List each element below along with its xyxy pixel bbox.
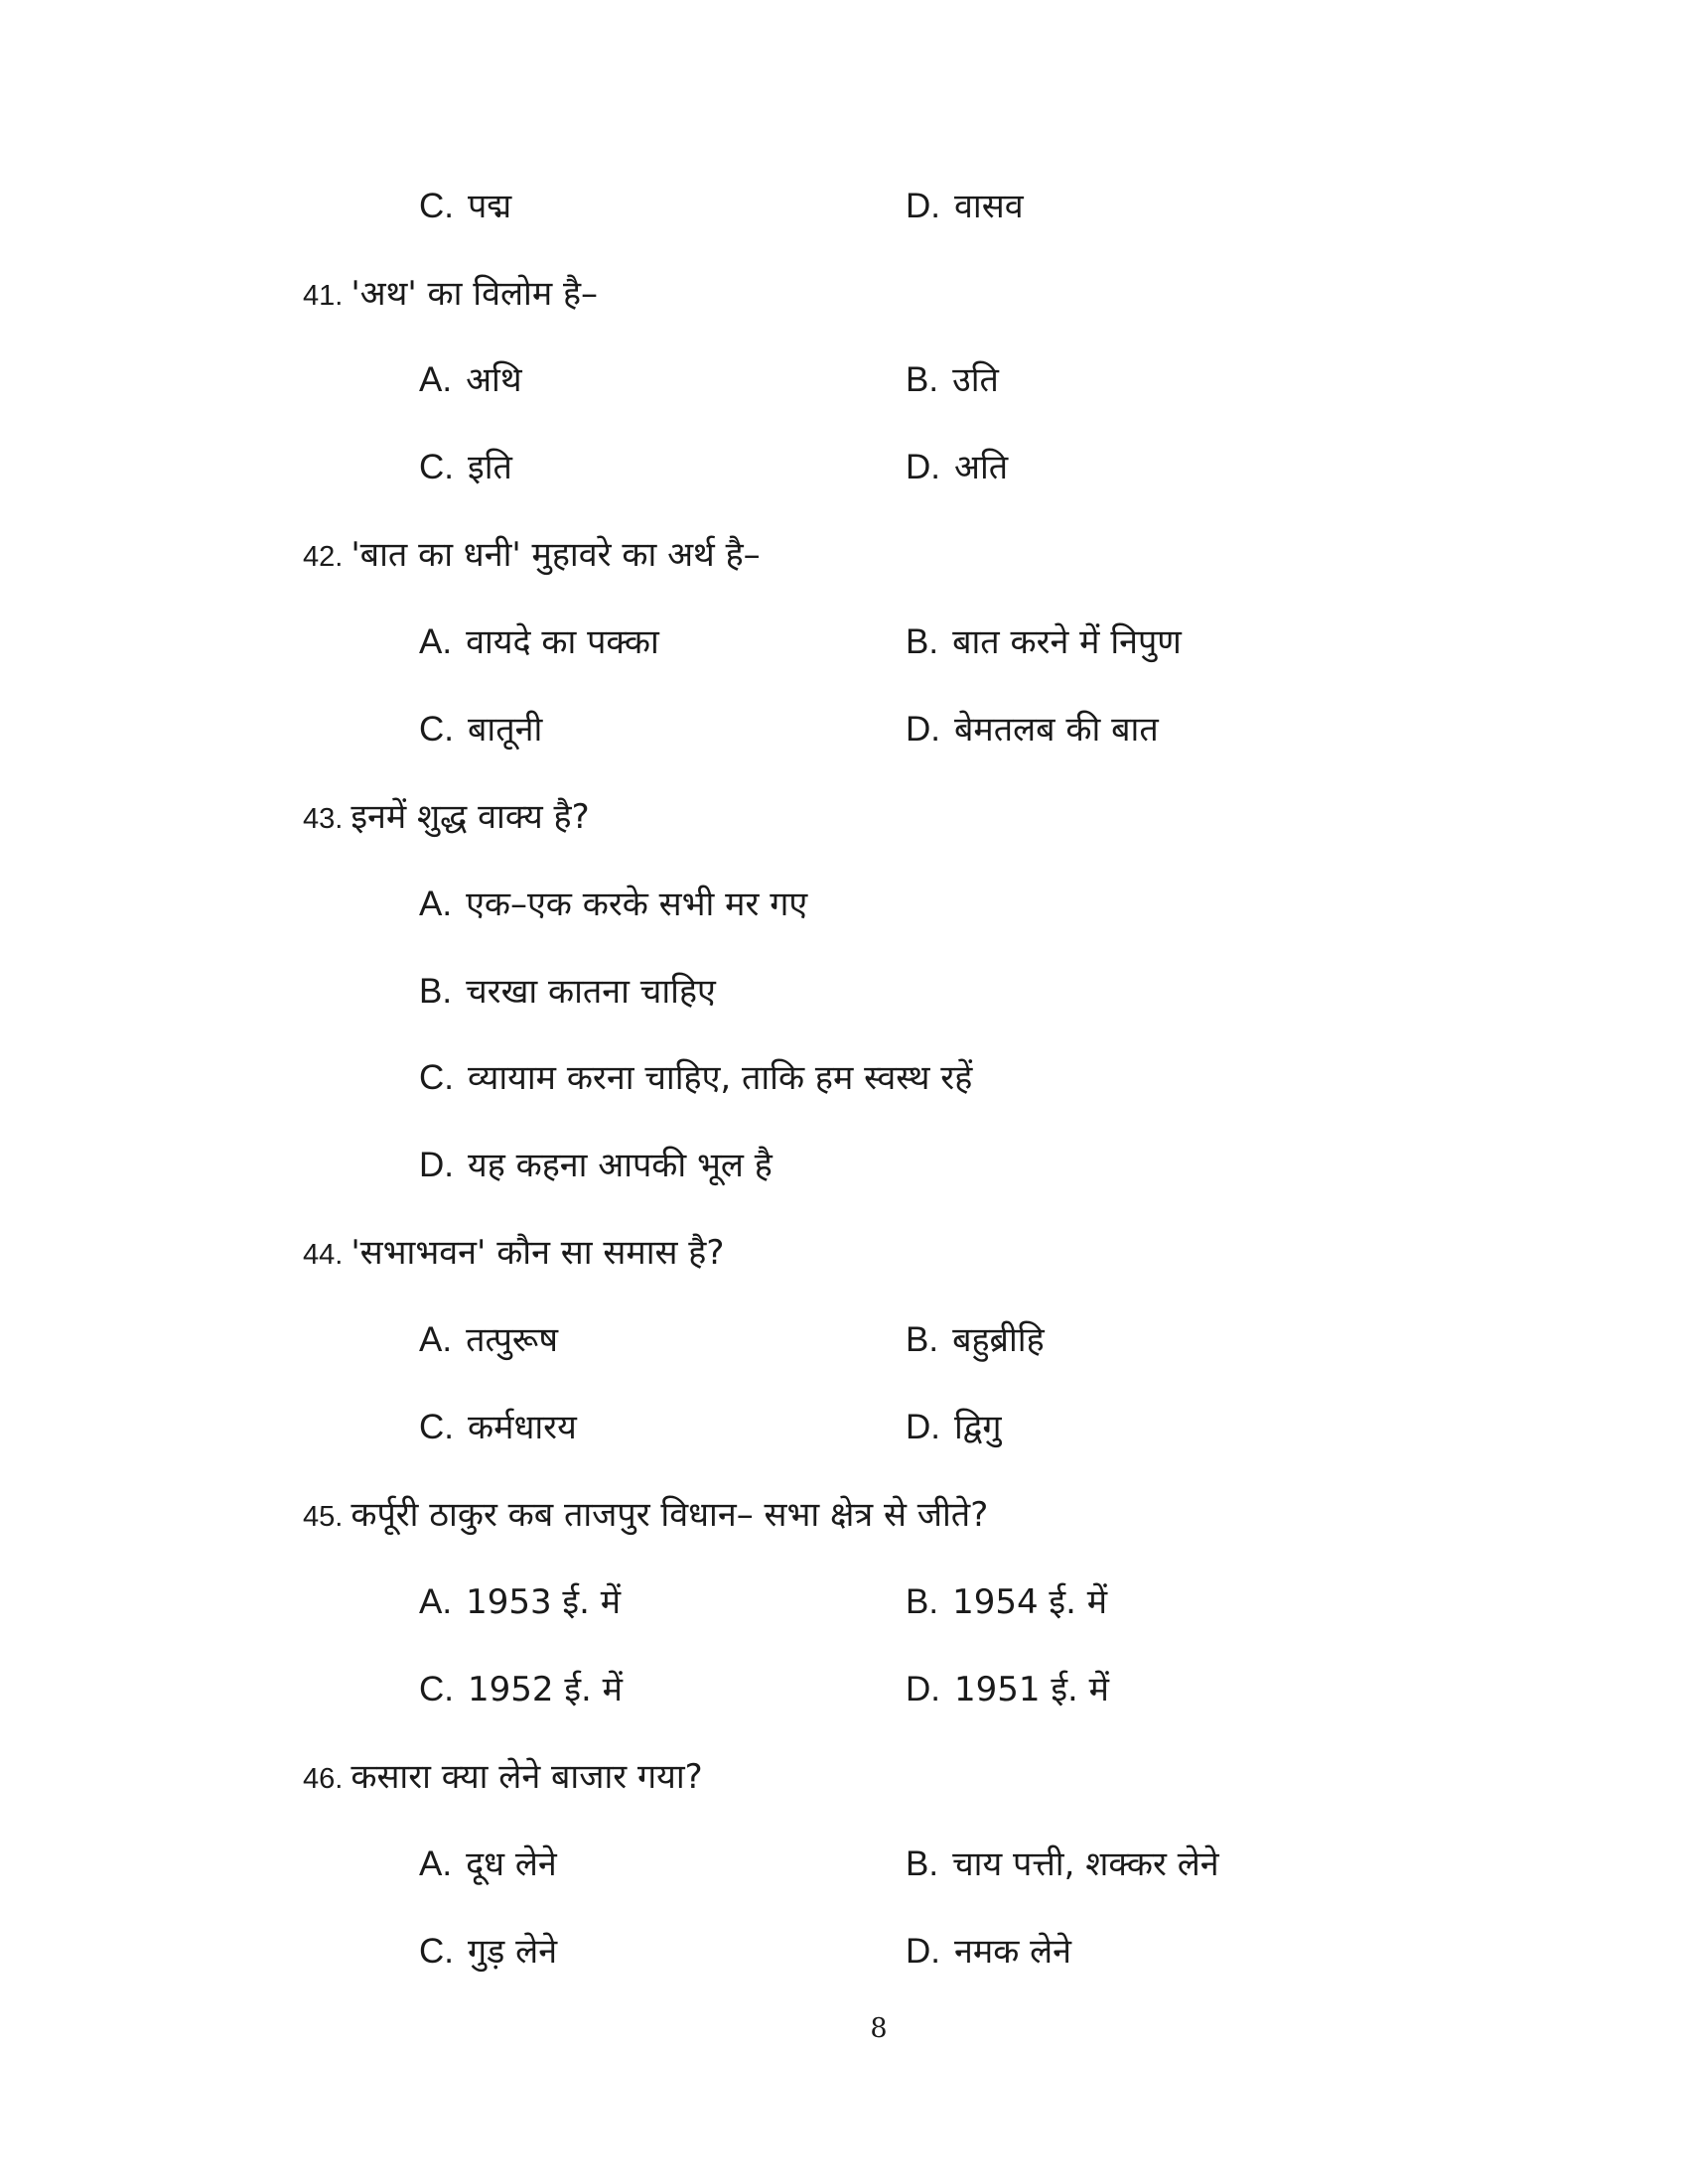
question-number: 43. bbox=[303, 803, 344, 835]
option-text: 1951 ई. में bbox=[954, 1670, 1109, 1709]
option-letter: D. bbox=[906, 1670, 940, 1708]
option-d bbox=[906, 1668, 1109, 1711]
option-letter: C. bbox=[419, 1408, 454, 1446]
option-b bbox=[906, 620, 1182, 664]
option-text: चाय पत्ती, शक्कर लेने bbox=[952, 1844, 1219, 1884]
question-number: 46. bbox=[303, 1763, 344, 1795]
option-letter: A. bbox=[419, 1844, 453, 1883]
option-letter: C. bbox=[419, 187, 454, 225]
option-text: बहुब्रीहि bbox=[952, 1320, 1045, 1360]
option-letter: D. bbox=[906, 1408, 940, 1446]
option-text: अथि bbox=[466, 360, 522, 400]
option-d bbox=[419, 1144, 773, 1187]
option-text: द्विगु bbox=[954, 1408, 1002, 1447]
option-b bbox=[419, 970, 716, 1014]
question-number: 44. bbox=[303, 1239, 344, 1271]
option-letter: D. bbox=[906, 187, 940, 225]
option-letter: A. bbox=[419, 885, 453, 923]
question-number: 45. bbox=[303, 1501, 344, 1533]
question-text: इनमें शुद्ध वाक्य है? bbox=[351, 797, 590, 837]
option-a bbox=[419, 883, 807, 926]
option-text: इति bbox=[468, 448, 512, 487]
question-45 bbox=[303, 1493, 988, 1539]
option-d bbox=[906, 708, 1159, 751]
option-text: उति bbox=[952, 360, 999, 400]
option-b bbox=[906, 1318, 1045, 1362]
option-d bbox=[906, 446, 1008, 489]
option-text: वासव bbox=[954, 187, 1024, 226]
option-letter: C. bbox=[419, 1932, 454, 1971]
option-letter: D. bbox=[419, 1146, 454, 1184]
option-text: नमक लेने bbox=[954, 1932, 1072, 1972]
option-text: बातूनी bbox=[468, 710, 543, 750]
question-text: 'बात का धनी' मुहावरे का अर्थ है– bbox=[351, 535, 761, 575]
option-c bbox=[419, 1668, 623, 1711]
option-text: कर्मधारय bbox=[468, 1408, 577, 1447]
question-text: कर्पूरी ठाकुर कब ताजपुर विधान– सभा क्षेत्र से जीते? bbox=[351, 1495, 989, 1535]
option-letter: C. bbox=[419, 710, 454, 749]
option-c bbox=[419, 1056, 972, 1100]
option-text: 1953 ई. में bbox=[466, 1582, 622, 1622]
option-text: गुड़ लेने bbox=[468, 1932, 558, 1972]
question-44 bbox=[303, 1231, 724, 1277]
option-a bbox=[419, 620, 659, 664]
option-text: दूध लेने bbox=[466, 1844, 557, 1884]
question-46 bbox=[303, 1755, 703, 1801]
option-c bbox=[419, 185, 511, 228]
page-number: 8 bbox=[870, 2013, 888, 2044]
question-43 bbox=[303, 795, 590, 841]
option-b bbox=[906, 1843, 1219, 1886]
option-letter: A. bbox=[419, 360, 453, 399]
option-d bbox=[906, 185, 1024, 228]
option-a bbox=[419, 1843, 557, 1886]
option-letter: A. bbox=[419, 1320, 453, 1359]
option-text: तत्पुरूष bbox=[466, 1320, 558, 1360]
option-c bbox=[419, 1930, 557, 1974]
option-a bbox=[419, 1580, 621, 1624]
option-d bbox=[906, 1930, 1071, 1974]
option-letter: B. bbox=[906, 622, 939, 661]
option-text: यह कहना आपकी भूल है bbox=[468, 1146, 773, 1185]
option-letter: D. bbox=[906, 448, 940, 486]
option-letter: D. bbox=[906, 1932, 940, 1971]
option-text: चरखा कातना चाहिए bbox=[466, 972, 716, 1012]
option-letter: C. bbox=[419, 1670, 454, 1708]
option-letter: C. bbox=[419, 448, 454, 486]
option-letter: B. bbox=[906, 1582, 939, 1621]
option-text: 1954 ई. में bbox=[952, 1582, 1108, 1622]
option-text: बात करने में निपुण bbox=[952, 622, 1182, 662]
question-41 bbox=[303, 272, 598, 318]
question-text: 'सभाभवन' कौन सा समास है? bbox=[351, 1233, 725, 1273]
option-letter: A. bbox=[419, 1582, 453, 1621]
option-letter: B. bbox=[906, 360, 939, 399]
question-text: 'अथ' का विलोम है– bbox=[351, 274, 599, 314]
option-text: पद्म bbox=[468, 187, 512, 226]
option-a bbox=[419, 358, 522, 402]
option-d bbox=[906, 1406, 1002, 1449]
option-text: 1952 ई. में bbox=[468, 1670, 623, 1709]
option-letter: B. bbox=[906, 1844, 939, 1883]
option-text: व्यायाम करना चाहिए, ताकि हम स्वस्थ रहें bbox=[468, 1058, 973, 1098]
option-letter: B. bbox=[906, 1320, 939, 1359]
option-c bbox=[419, 1406, 577, 1449]
question-number: 41. bbox=[303, 280, 344, 312]
option-text: बेमतलब की बात bbox=[954, 710, 1159, 750]
option-b bbox=[906, 1580, 1107, 1624]
question-text: कसारा क्या लेने बाजार गया? bbox=[351, 1757, 703, 1797]
option-letter: C. bbox=[419, 1058, 454, 1097]
option-text: एक–एक करके सभी मर गए bbox=[466, 885, 808, 924]
option-text: वायदे का पक्का bbox=[466, 622, 659, 662]
option-letter: D. bbox=[906, 710, 940, 749]
option-c bbox=[419, 446, 512, 489]
option-letter: B. bbox=[419, 972, 453, 1011]
option-a bbox=[419, 1318, 558, 1362]
option-letter: A. bbox=[419, 622, 453, 661]
question-42 bbox=[303, 533, 761, 579]
option-text: अति bbox=[954, 448, 1009, 487]
question-number: 42. bbox=[303, 541, 344, 573]
option-c bbox=[419, 708, 542, 751]
option-b bbox=[906, 358, 999, 402]
